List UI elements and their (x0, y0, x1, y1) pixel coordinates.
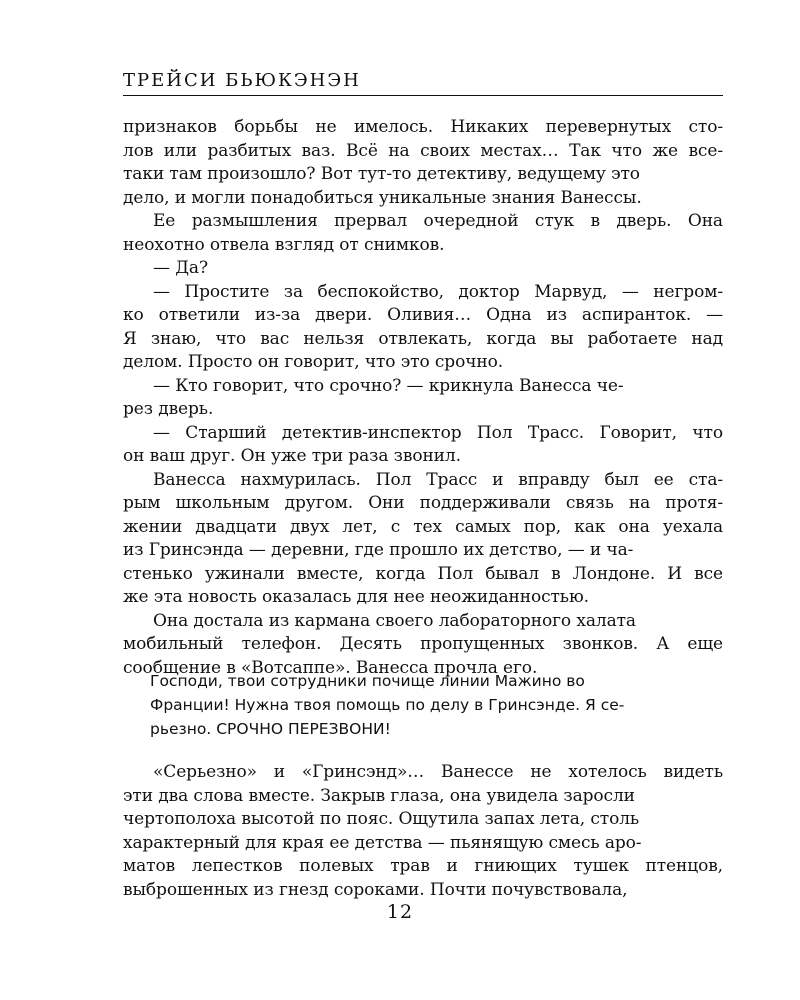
text-line: признаков борьбы не имелось. Никаких перевернутых сто- (123, 117, 723, 137)
text-line: он ваш друг. Он уже три раза звонил. (123, 446, 461, 466)
text-line: Ее размышления прервал очередной стук в дверь. Она (153, 211, 723, 231)
text-line: — Да? (153, 258, 208, 278)
page-number: 12 (386, 901, 414, 923)
text-line: рым школьным другом. Они поддерживали связь на протя- (123, 493, 724, 513)
text-line: Я знаю, что вас нельзя отвлекать, когда вы работаете над (123, 328, 724, 349)
text-line: жении двадцати двух лет, с тех самых пор, как она уехала (123, 516, 723, 537)
text-line: сообщение в «Вотсаппе». Ванесса прочла его. (123, 657, 538, 678)
text-line: характерный для края ее детства — пьянящую смесь аро- (123, 832, 642, 853)
text-line: стенько ужинали вместе, когда Пол бывал в Лондоне. И все (123, 563, 723, 584)
text-line: делом. Просто он говорит, что это срочно. (123, 352, 504, 372)
text-line: «Серьезно» и «Гринсэнд»… Ванессе не хотелось видеть (153, 762, 724, 782)
text-line: рез дверь. (123, 399, 214, 419)
message-text-block (150, 669, 722, 741)
text-line: чертополоха высотой по пояс. Ощутила запах лета, столь (123, 809, 640, 829)
text-line: Франции! Нужна твоя помощь по делу в Гринсэнде. Я се- (150, 696, 625, 714)
text-line: таки там произошло? Вот тут-то детективу, ведущему это (123, 164, 640, 184)
text-line: дело, и могли понадобиться уникальные знания Ванессы. (123, 187, 642, 208)
text-line: Она достала из кармана своего лабораторного халата (153, 610, 636, 631)
text-line: мобильный телефон. Десять пропущенных звонков. А еще (123, 634, 723, 654)
text-line: Ванесса нахмурилась. Пол Трасс и вправду был ее ста- (153, 469, 723, 490)
text-line: выброшенных из гнезд сороками. Почти почувствовала, (123, 879, 628, 900)
text-line: рьезно. СРОЧНО ПЕРЕЗВОНИ! (150, 720, 391, 738)
text-line: ко ответили из-за двери. Оливия… Одна из аспиранток. — (123, 305, 723, 325)
running-head-title: ТРЕЙСИ БЬЮКЭНЭН (123, 70, 361, 91)
text-line: матов лепестков полевых трав и гниющих тушек птенцов, (123, 856, 723, 876)
text-line: — Кто говорит, что срочно? — крикнула Ванесса че- (153, 375, 624, 396)
text-line: неохотно отвела взгляд от снимков. (123, 234, 445, 255)
header-rule (123, 95, 723, 96)
text-line: же эта новость оказалась для нее неожиданностью. (123, 587, 589, 607)
body-text-block-2 (123, 761, 723, 902)
text-line: — Простите за беспокойство, доктор Марвуд, — негром- (153, 281, 723, 302)
text-line: Господи, твои сотрудники почище линии Мажино во (150, 672, 585, 690)
text-line: — Старший детектив-инспектор Пол Трасс. Говорит, что (153, 422, 723, 443)
text-line: эти два слова вместе. Закрыв глаза, она увидела заросли (123, 785, 635, 806)
text-line: из Гринсэнда — деревни, где прошло их детство, — и ча- (123, 540, 634, 560)
body-text-block-1 (123, 116, 723, 680)
text-line: лов или разбитых ваз. Всё на своих местах… Так что же все- (123, 140, 723, 161)
